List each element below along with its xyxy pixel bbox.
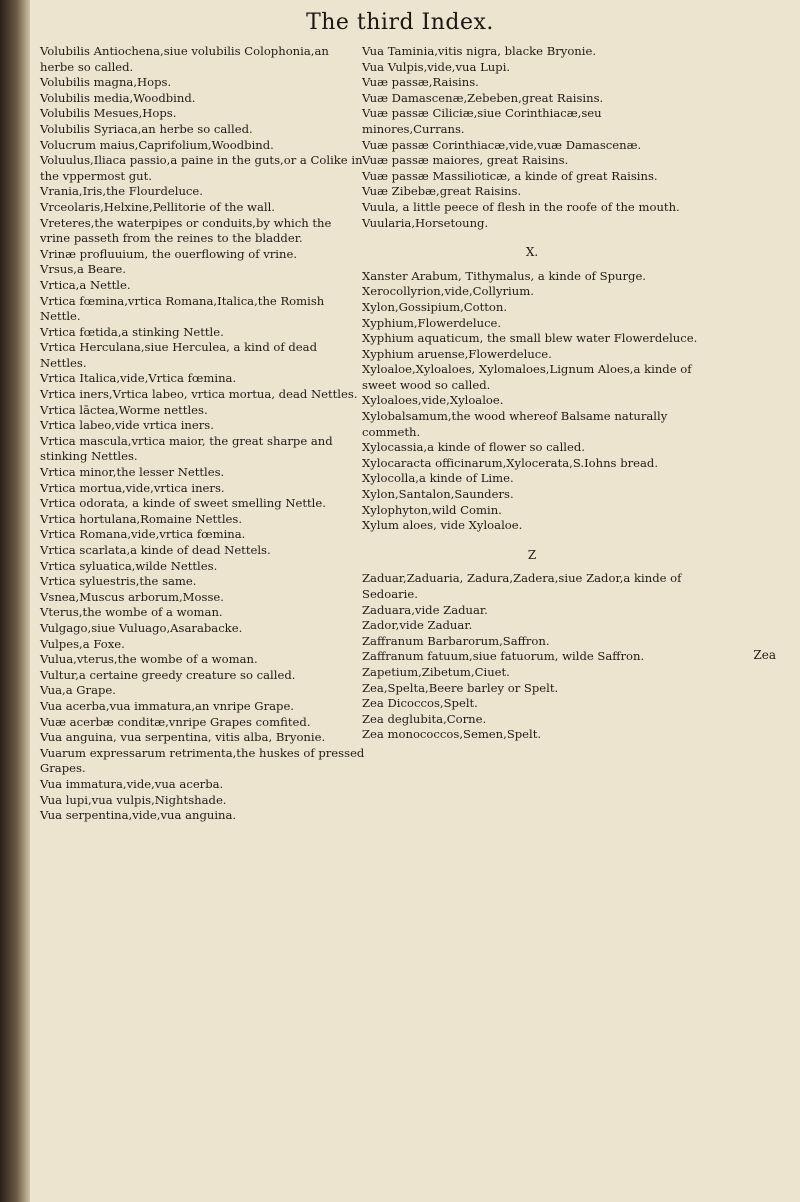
index-entry: Vulpes,a Foxe. <box>40 636 125 651</box>
left-column <box>40 44 365 824</box>
index-entry: Vrsus,a Beare. <box>40 262 126 277</box>
index-entry: Zea monococcos,Semen,Spelt. <box>362 727 542 742</box>
index-entry: Zea deglubita,Corne. <box>362 711 487 726</box>
index-entry: Volubilis magna,Hops. <box>40 75 172 90</box>
index-entry: Zaffranum Barbarorum,Saffron. <box>362 633 550 648</box>
right-column-v-entries <box>362 44 702 231</box>
index-entry: Vsnea,Muscus arborum,Mosse. <box>40 589 224 604</box>
right-column-z-entries <box>362 571 702 743</box>
index-entry: Vua Vulpis,vide,vua Lupi. <box>362 59 511 74</box>
index-entry: Vrtica scarlata,a kinde of dead Nettels. <box>40 543 271 557</box>
index-entry: Xyphium aruense,Flowerdeluce. <box>362 346 552 361</box>
index-entry: Xanster Arabum, Tithymalus, a kinde of Spurge. <box>362 268 646 283</box>
index-entry: Volubilis Antiochena,siue volubilis Colophonia,an herbe so called. <box>40 44 329 74</box>
section-heading-x: X. <box>525 245 539 260</box>
index-entry: Xyphium aquaticum, the small blew water Flowerdeluce. <box>362 331 698 346</box>
index-entry: Vrtica lāctea,Worme nettles. <box>40 402 208 417</box>
index-entry: Xylocolla,a kinde of Lime. <box>362 471 514 486</box>
index-entry: Xylophyton,wild Comin. <box>362 502 502 517</box>
index-entry: Vreteres,the waterpipes or conduits,by which the vrine passeth from the reines to the bladder. <box>40 215 332 246</box>
index-entry: Vrtica odorata, a kinde of sweet smelling Nettle. <box>40 496 326 511</box>
index-entry: Vuula, a little peece of flesh in the roofe of the mouth. <box>362 199 680 214</box>
index-entry: Vrania,Iris,the Flourdeluce. <box>40 184 203 199</box>
index-entry: Zea Dicoccos,Spelt. <box>362 696 478 711</box>
page-header: The third Index. <box>306 10 494 35</box>
index-entry: Vua serpentina,vide,vua anguina. <box>40 808 237 823</box>
right-column <box>362 44 702 743</box>
index-entry: Vrinæ profluuium, the ouerflowing of vrine. <box>40 246 298 261</box>
index-entry: Xylum aloes, vide Xyloaloe. <box>362 518 523 533</box>
index-entry: Zaffranum fatuum,siue fatuorum, wilde Saffron. <box>362 649 645 664</box>
index-entry: Zaduar,Zaduaria, Zadura,Zadera,siue Zador,a kinde of Sedoarie. <box>362 571 682 601</box>
index-entry: Vrtica fœtida,a stinking Nettle. <box>40 324 224 339</box>
index-entry: Xyloaloe,Xyloaloes, Xylomaloes,Lignum Aloes,a kinde of sweet wood so called. <box>362 362 692 392</box>
index-entry: Zea,Spelta,Beere barley or Spelt. <box>362 680 559 695</box>
index-entry: Vuæ passæ Ciliciæ,siue Corinthiacæ,seu minores,Currans. <box>362 106 602 136</box>
section-heading-z: Z <box>527 547 537 562</box>
index-entry: Vua immatura,vide,vua acerba. <box>40 776 224 791</box>
index-entry: Vua acerba,vua immatura,an vnripe Grape. <box>40 698 294 713</box>
index-entry: Vrtica syluatica,wilde Nettles. <box>40 558 218 573</box>
index-entry: Volubilis media,Woodbind. <box>40 90 196 105</box>
index-entry: Vuularia,Horsetoung. <box>362 215 489 230</box>
index-entry: Vrtica Romana,vide,vrtica fœmina. <box>40 527 246 542</box>
index-entry: Vterus,the wombe of a woman. <box>40 605 223 620</box>
index-entry: Vrtica mascula,vrtica maior, the great sharpe and stinking Nettles. <box>40 433 333 464</box>
book-spine <box>0 0 30 1202</box>
catchword: Zea <box>753 648 776 662</box>
index-entry: Vrtica fœmina,vrtica Romana,Italica,the Romish Nettle. <box>40 293 325 324</box>
index-entry: Vrtica hortulana,Romaine Nettles. <box>40 511 243 526</box>
index-entry: Volubilis Syriaca,an herbe so called. <box>40 121 253 136</box>
index-entry: Vulua,vterus,the wombe of a woman. <box>40 652 258 667</box>
index-entry: Volubilis Mesues,Hops. <box>40 106 177 121</box>
right-column-x-entries <box>362 269 702 534</box>
index-entry: Vua anguina, vua serpentina, vitis alba, Bryonie. <box>40 730 326 745</box>
index-entry: Vuæ Zibebæ,great Raisins. <box>362 184 522 199</box>
index-entry: Vrtica,a Nettle. <box>40 277 131 292</box>
index-entry: Vrtica mortua,vide,vrtica iners. <box>40 480 225 495</box>
index-entry: Vrtica labeo,vide vrtica iners. <box>40 418 214 433</box>
index-entry: Vrtica Herculana,siue Herculea, a kind of dead Nettles. <box>40 340 318 370</box>
index-entry: Xylocaracta officinarum,Xylocerata,S.Iohns bread. <box>362 455 659 470</box>
index-entry: Vuæ Damascenæ,Zebeben,great Raisins. <box>362 90 604 105</box>
index-entry: Xyphium,Flowerdeluce. <box>362 315 502 330</box>
index-entry: Xylobalsamum,the wood whereof Balsame naturally commeth. <box>362 409 668 439</box>
index-entry: Vua,a Grape. <box>40 683 116 698</box>
index-entry: Vrtica iners,Vrtica labeo, vrtica mortua, dead Nettles. <box>40 387 358 402</box>
index-entry: Xyloaloes,vide,Xyloaloe. <box>362 393 504 408</box>
index-entry: Xylocassia,a kinde of flower so called. <box>362 440 585 455</box>
index-entry: Vuæ passæ Corinthiacæ,vide,vuæ Damascenæ. <box>362 137 642 152</box>
index-entry: Vua Taminia,vitis nigra, blacke Bryonie. <box>362 44 597 58</box>
index-entry: Vuæ passæ,Raisins. <box>362 75 479 90</box>
index-entry: Vua lupi,vua vulpis,Nightshade. <box>40 792 227 807</box>
index-entry: Vuæ passæ Massilioticæ, a kinde of great Raisins. <box>362 168 658 183</box>
index-entry: Xylon,Santalon,Saunders. <box>362 487 514 502</box>
index-entry: Vultur,a certaine greedy creature so called. <box>40 667 296 682</box>
index-entry: Xerocollyrion,vide,Collyrium. <box>362 284 534 299</box>
index-entry: Vuarum expressarum retrimenta,the huskes of pressed Grapes. <box>40 745 365 776</box>
index-entry: Vuæ passæ maiores, great Raisins. <box>362 153 569 168</box>
index-entry: Xylon,Gossipium,Cotton. <box>362 299 508 314</box>
index-entry: Zapetium,Zibetum,Ciuet. <box>362 664 510 679</box>
index-entry: Zaduara,vide Zaduar. <box>362 602 488 617</box>
index-entry: Voluulus,Iliaca passio,a paine in the guts,or a Colike in the vppermost gut. <box>40 153 363 183</box>
index-entry: Vrtica Italica,vide,Vrtica fœmina. <box>40 371 237 386</box>
index-entry: Vrtica syluestris,the same. <box>40 574 197 589</box>
index-entry: Vrtica minor,the lesser Nettles. <box>40 465 225 480</box>
index-entry: Zador,vide Zaduar. <box>362 618 473 633</box>
index-entry: Vulgago,siue Vuluago,Asarabacke. <box>40 620 243 635</box>
index-entry: Vrceolaris,Helxine,Pellitorie of the wall. <box>40 199 275 214</box>
index-entry: Volucrum maius,Caprifolium,Woodbind. <box>40 137 274 152</box>
index-entry: Vuæ acerbæ conditæ,vnripe Grapes comfited. <box>40 714 311 729</box>
